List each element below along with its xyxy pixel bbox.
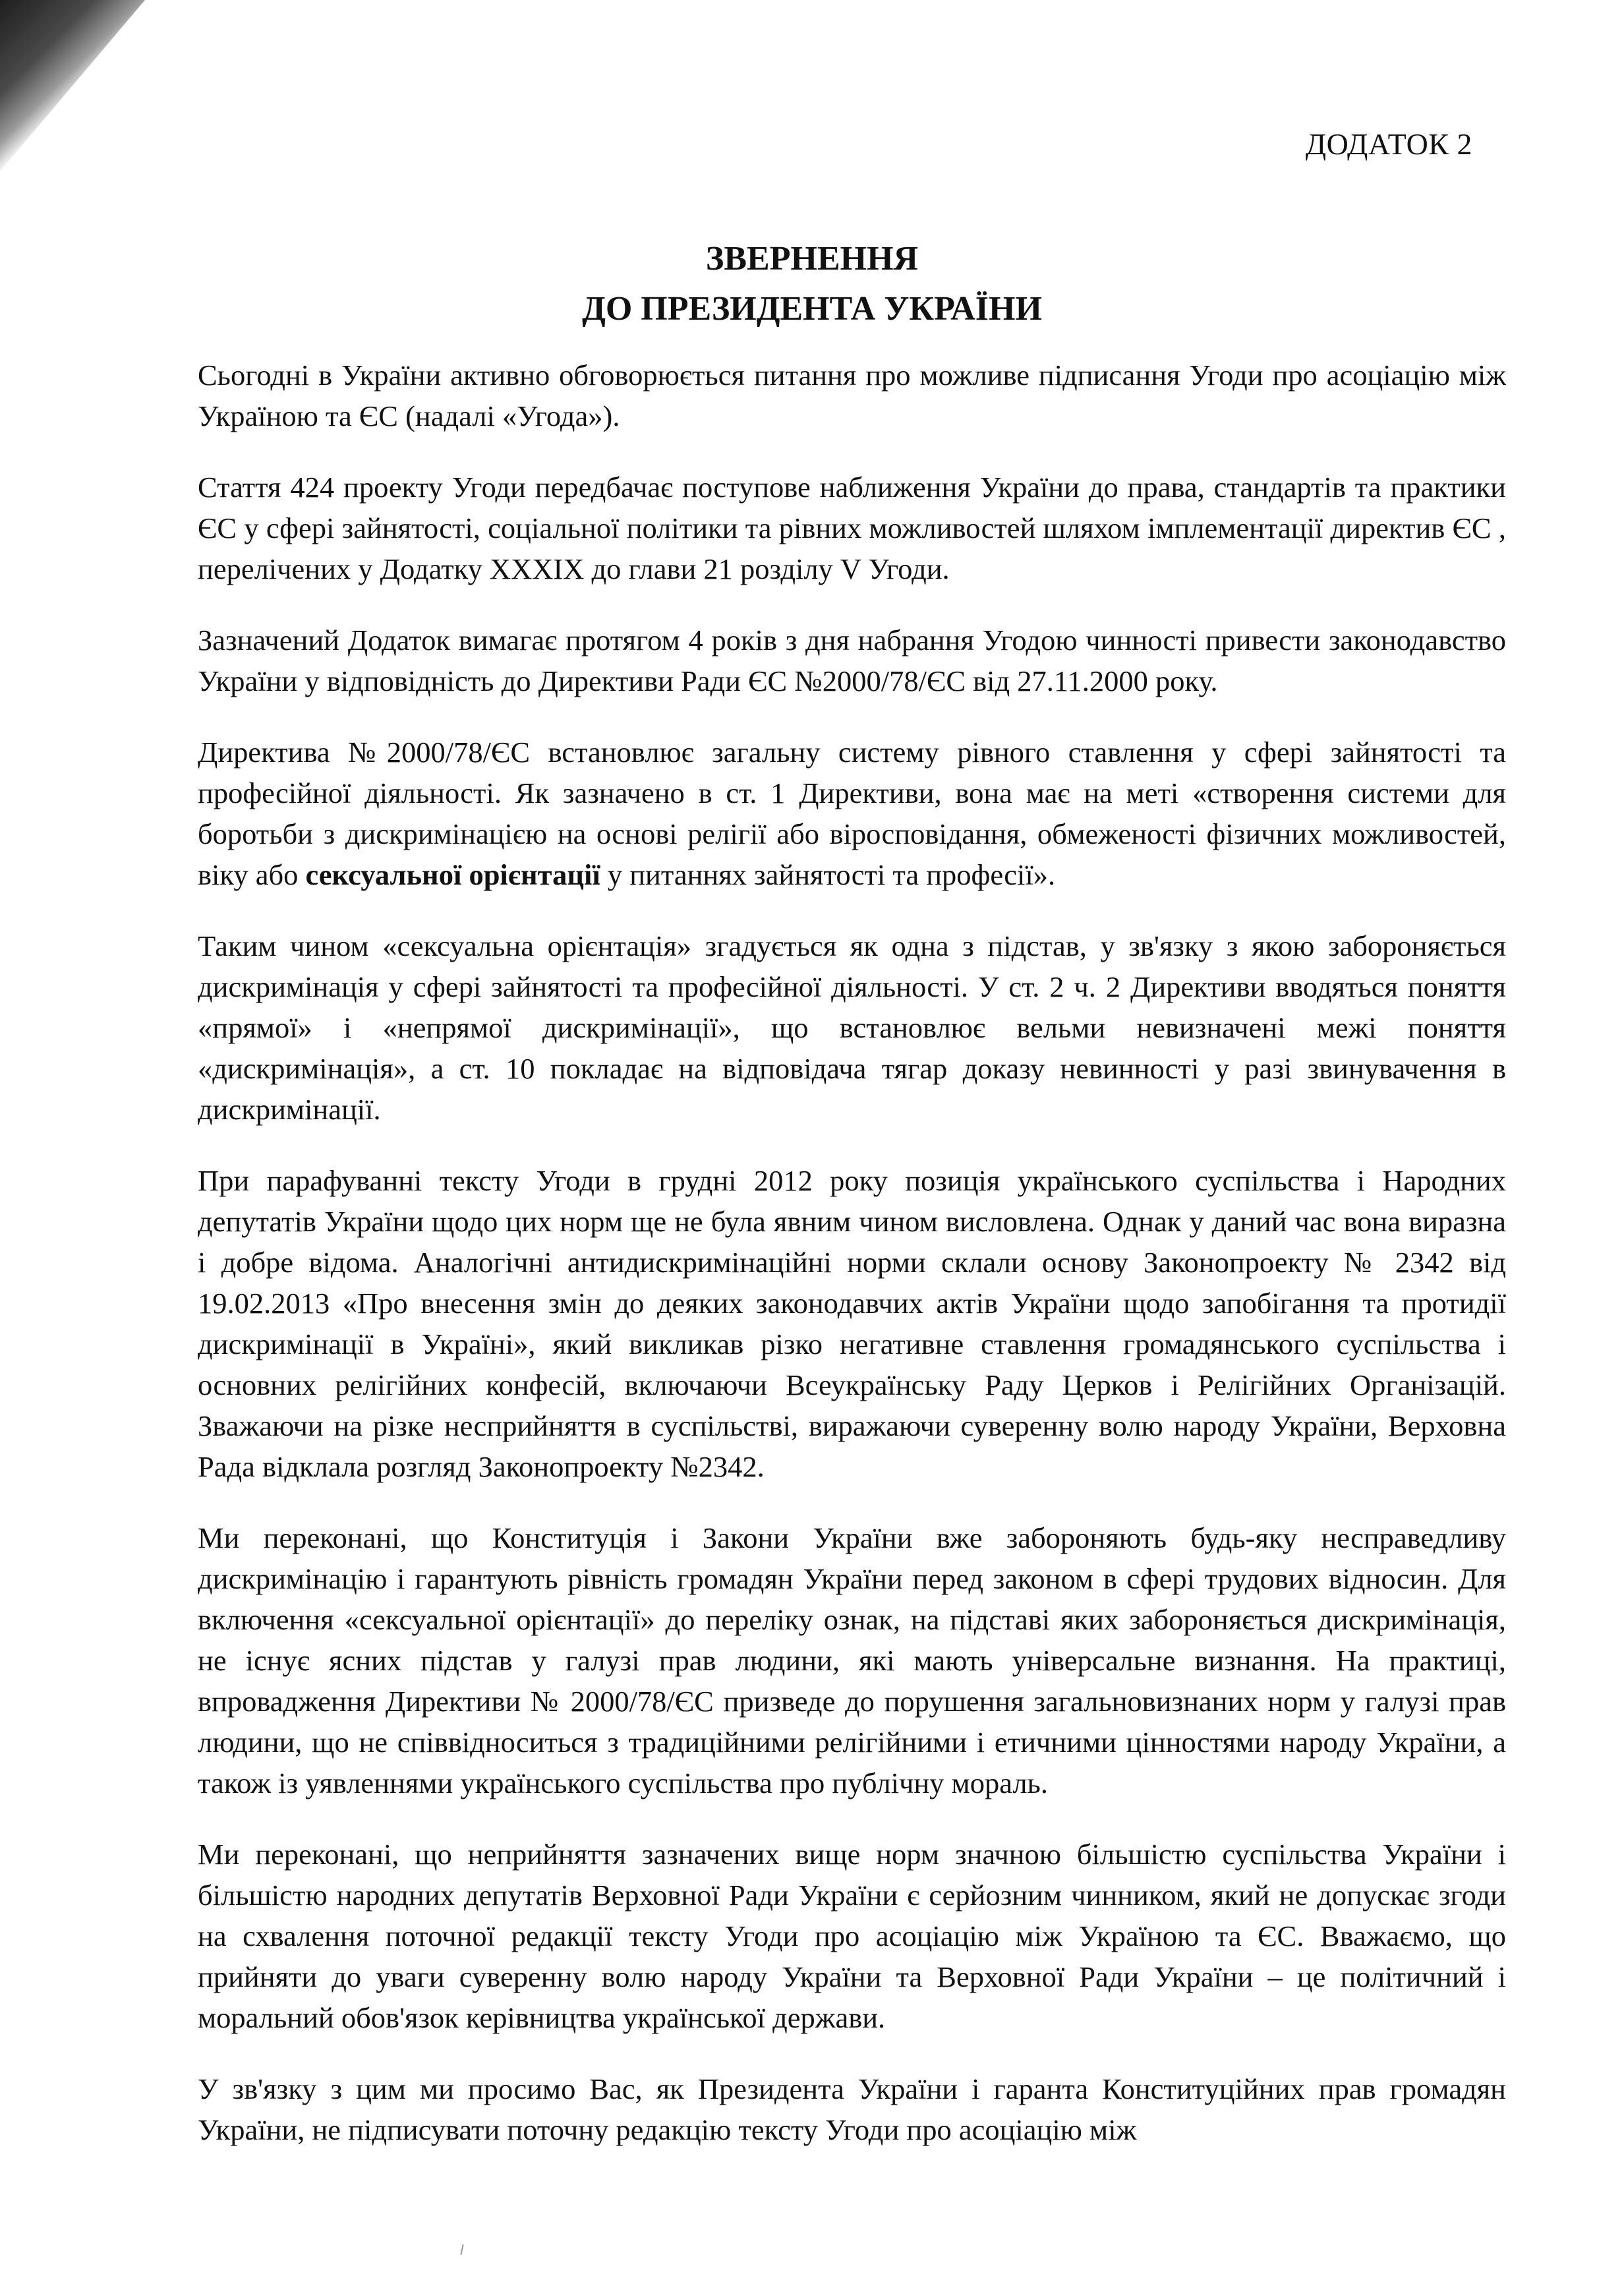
paragraph-annex-requirement: Зазначений Додаток вимагає протягом 4 років з дня набрання Угодою чинності привести законодавство України у відповідність до Директиви Ради ЄС №2000/78/ЄС від 27.11.2000 року.	[198, 624, 1506, 697]
scan-shadow-corner	[0, 0, 145, 171]
paragraph-constitution: Ми переконані, що Конституція і Закони України вже забороняють будь-яку несправедливу дискримінацію і гарантують рівність громадян України перед законом в сфері трудових відносин. Для включення «сексуальної орієнтації» до переліку ознак, на підставі яких забороняється дискримінація, не існує ясних підстав у галузі прав людини, які мають універсальне визнання. На практиці, впровадження Директиви № 2000/78/ЄС призведе до порушення загальновизнаних норм у галузі прав людини, що не співвідноситься з традиційними релігійними і етичними цінностями народу України, а також із уявленнями українського суспільства про публічну мораль.	[198, 1521, 1506, 1799]
directive-bold-phrase: сексуальної орієнтації	[305, 858, 600, 891]
document-title	[0, 234, 1624, 334]
scan-artifact-mark	[460, 2244, 463, 2255]
title-line-2: ДО ПРЕЗИДЕНТА УКРАЇНИ	[582, 290, 1042, 328]
paragraph-article-424: Стаття 424 проекту Угоди передбачає поступове наближення України до права, стандартів та практики ЄС у сфері зайнятості, соціальної політики та рівних можливостей шляхом імплементації директив ЄС , перелічених у Додатку XXXIX до глави 21 розділу V Угоди.	[198, 471, 1506, 585]
annex-label: ДОДАТОК 2	[1305, 127, 1472, 161]
paragraph-orientation-grounds: Таким чином «сексуальна орієнтація» згадується як одна з підстав, у зв'язку з якою забороняється дискримінація у сфері зайнятості та професійної діяльності. У ст. 2 ч. 2 Директиви вводяться поняття «прямої» і «непрямої дискримінації», що встановлює вельми невизначені межі поняття «дискримінація», а ст. 10 покладає на відповідача тягар доказу невинності у разі звинувачення в дискримінації.	[198, 929, 1506, 1126]
paragraph-intro: Сьогодні в України активно обговорюється питання про можливе підписання Угоди про асоціацію між Україною та ЄС (надалі «Угода»).	[198, 359, 1506, 432]
directive-text-before: Директива №2000/78/ЄС встановлює загальну систему рівного ставлення у сфері зайнятості та професійної діяльності. Як зазначено в ст. 1 Директиви, вона має на меті «створення системи для боротьби з дискримінацією на основі релігії або віросповідання, обмеженості фізичних можливостей, віку або	[198, 736, 1506, 891]
document-body	[198, 355, 1506, 2180]
paragraph-request: У зв'язку з цим ми просимо Вас, як Президента України і гаранта Конституційних прав громадян України, не підписувати поточну редакцію тексту Угоди про асоціацію між	[198, 2072, 1506, 2146]
title-line-1: ЗВЕРНЕННЯ	[705, 240, 919, 277]
directive-text-after: у питаннях зайнятості та професії».	[600, 858, 1056, 891]
paragraph-directive	[198, 732, 1506, 895]
paragraph-initialing: При парафуванні тексту Угоди в грудні 2012 року позиція українського суспільства і Народних депутатів України щодо цих норм ще не була явним чином висловлена. Однак у даний час вона виразна і добре відома. Аналогічні антидискримінаційні норми склали основу Законопроекту № 2342 від 19.02.2013 «Про внесення змін до деяких законодавчих актів України щодо запобігання та протидії дискримінації в Україні», який викликав різко негативне ставлення громадянського суспільства і основних релігійних конфесій, включаючи Всеукраїнську Раду Церков і Релігійних Організацій. Зважаючи на різке несприйняття в суспільстві, виражаючи суверенну волю народу України, Верховна Рада відклала розгляд Законопроекту №2342.	[198, 1164, 1506, 1483]
paragraph-rejection: Ми переконані, що неприйняття зазначених вище норм значною більшістю суспільства України і більшістю народних депутатів Верховної Ради України є серйозним чинником, який не допускає згоди на схвалення поточної редакції тексту Угоди про асоціацію між Україною та ЄС. Вважаємо, що прийняти до уваги суверенну волю народу України та Верховної Ради України – це політичний і моральний обов'язок керівництва української держави.	[198, 1838, 1506, 2034]
